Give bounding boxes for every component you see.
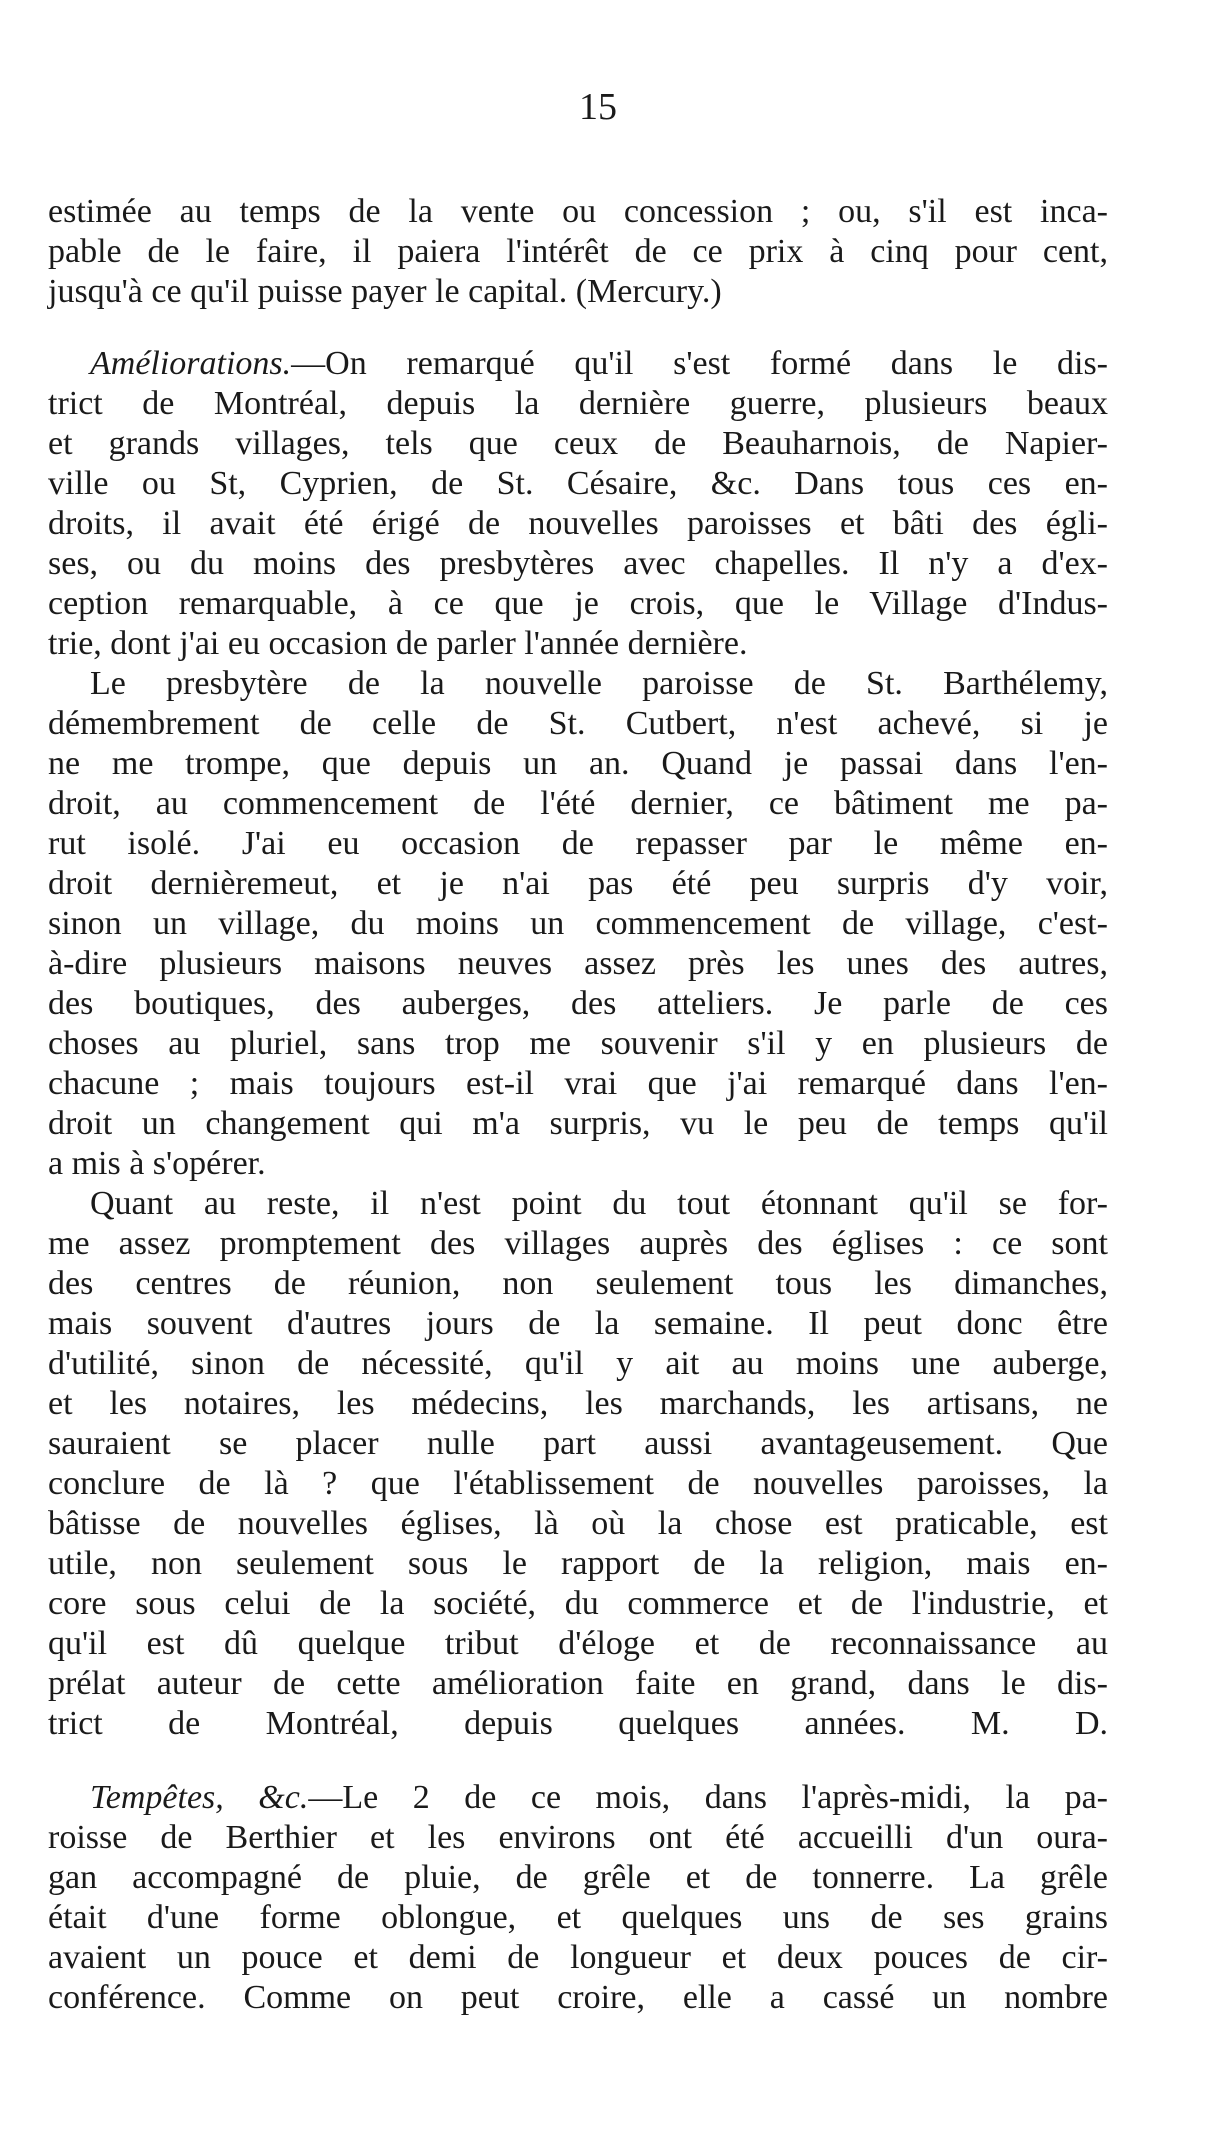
text-line: rut isolé. J'ai eu occasion de repasser par le même en- — [48, 825, 1108, 862]
text-line: droit dernièremeut, et je n'ai pas été peu surpris d'y voir, — [48, 865, 1108, 902]
text-line: utile, non seulement sous le rapport de la religion, mais en- — [48, 1545, 1108, 1582]
text-line: d'utilité, sinon de nécessité, qu'il y ait au moins une auberge, — [48, 1345, 1108, 1382]
text-line: core sous celui de la société, du commerce et de l'industrie, et — [48, 1585, 1108, 1622]
text-line: ville ou St, Cyprien, de St. Césaire, &c. Dans tous ces en- — [48, 465, 1108, 502]
text-line: —On remarqué qu'il s'est formé dans le dis- — [291, 345, 1108, 382]
text-line: estimée au temps de la vente ou concession ; ou, s'il est inca- — [48, 193, 1108, 230]
text-line: et grands villages, tels que ceux de Beauharnois, de Napier- — [48, 425, 1108, 462]
text-line: roisse de Berthier et les environs ont été accueilli d'un oura- — [48, 1819, 1108, 1856]
paragraph-quant-au-reste — [48, 1184, 1108, 1744]
text-line: avaient un pouce et demi de longueur et deux pouces de cir- — [48, 1939, 1108, 1976]
text-line: droit un changement qui m'a surpris, vu le peu de temps qu'il — [48, 1105, 1108, 1142]
text-line: jusqu'à ce qu'il puisse payer le capital. (Mercury.) — [48, 273, 722, 310]
text-line: conclure de là ? que l'établissement de nouvelles paroisses, la — [48, 1465, 1108, 1502]
text-line: bâtisse de nouvelles églises, là où la chose est praticable, est — [48, 1505, 1108, 1542]
section-heading: Tempêtes, &c. — [90, 1779, 309, 1816]
text-line: conférence. Comme on peut croire, elle a cassé un nombre — [48, 1979, 1108, 2016]
text-line: était d'une forme oblongue, et quelques uns de ses grains — [48, 1899, 1108, 1936]
paragraph-presbytere — [48, 664, 1108, 1184]
text-line: démembrement de celle de St. Cutbert, n'est achevé, si je — [48, 705, 1108, 742]
text-line: mais souvent d'autres jours de la semaine. Il peut donc être — [48, 1305, 1108, 1342]
text-line: droit, au commencement de l'été dernier, ce bâtiment me pa- — [48, 785, 1108, 822]
text-line: chacune ; mais toujours est-il vrai que j'ai remarqué dans l'en- — [48, 1065, 1108, 1102]
text-line-with-signature: trict de Montréal, depuis quelques années. M. D. — [48, 1705, 1108, 1742]
document-page — [48, 88, 1108, 2018]
text-line: a mis à s'opérer. — [48, 1145, 266, 1182]
page-number: 15 — [579, 86, 617, 128]
text-line: sinon un village, du moins un commencement de village, c'est- — [48, 905, 1108, 942]
text-line: me assez promptement des villages auprès des églises : ce sont — [48, 1225, 1108, 1262]
paragraph-continuation — [48, 192, 1108, 312]
text-line: à-dire plusieurs maisons neuves assez près les unes des autres, — [48, 945, 1108, 982]
text-line: ne me trompe, que depuis un an. Quand je passai dans l'en- — [48, 745, 1108, 782]
text-line: Quant au reste, il n'est point du tout étonnant qu'il se for- — [90, 1185, 1108, 1222]
text-line-with-heading — [48, 344, 1108, 384]
text-line: —Le 2 de ce mois, dans l'après-midi, la pa- — [308, 1779, 1108, 1816]
text-line: ception remarquable, à ce que je crois, que le Village d'Indus- — [48, 585, 1108, 622]
text-line: pable de le faire, il paiera l'intérêt de ce prix à cinq pour cent, — [48, 233, 1108, 270]
text-line: choses au pluriel, sans trop me souvenir s'il y en plusieurs de — [48, 1025, 1108, 1062]
text-line: trie, dont j'ai eu occasion de parler l'année dernière. — [48, 625, 748, 662]
text-line: et les notaires, les médecins, les marchands, les artisans, ne — [48, 1385, 1108, 1422]
text-line: ses, ou du moins des presbytères avec chapelles. Il n'y a d'ex- — [48, 545, 1108, 582]
text-line-with-heading — [48, 1778, 1108, 1818]
text-line: des boutiques, des auberges, des atteliers. Je parle de ces — [48, 985, 1108, 1022]
text-line: qu'il est dû quelque tribut d'éloge et de reconnaissance au — [48, 1625, 1108, 1662]
section-heading: Améliorations. — [90, 345, 292, 382]
text-line: Le presbytère de la nouvelle paroisse de St. Barthélemy, — [90, 665, 1108, 702]
text-line: prélat auteur de cette amélioration faite en grand, dans le dis- — [48, 1665, 1108, 1702]
text-line: droits, il avait été érigé de nouvelles paroisses et bâti des égli- — [48, 505, 1108, 542]
text-line: trict de Montréal, depuis la dernière guerre, plusieurs beaux — [48, 385, 1108, 422]
paragraph-ameliorations — [48, 344, 1108, 664]
paragraph-tempetes — [48, 1778, 1108, 2018]
text-line: des centres de réunion, non seulement tous les dimanches, — [48, 1265, 1108, 1302]
text-line: gan accompagné de pluie, de grêle et de tonnerre. La grêle — [48, 1859, 1108, 1896]
text-line: sauraient se placer nulle part aussi avantageusement. Que — [48, 1425, 1108, 1462]
